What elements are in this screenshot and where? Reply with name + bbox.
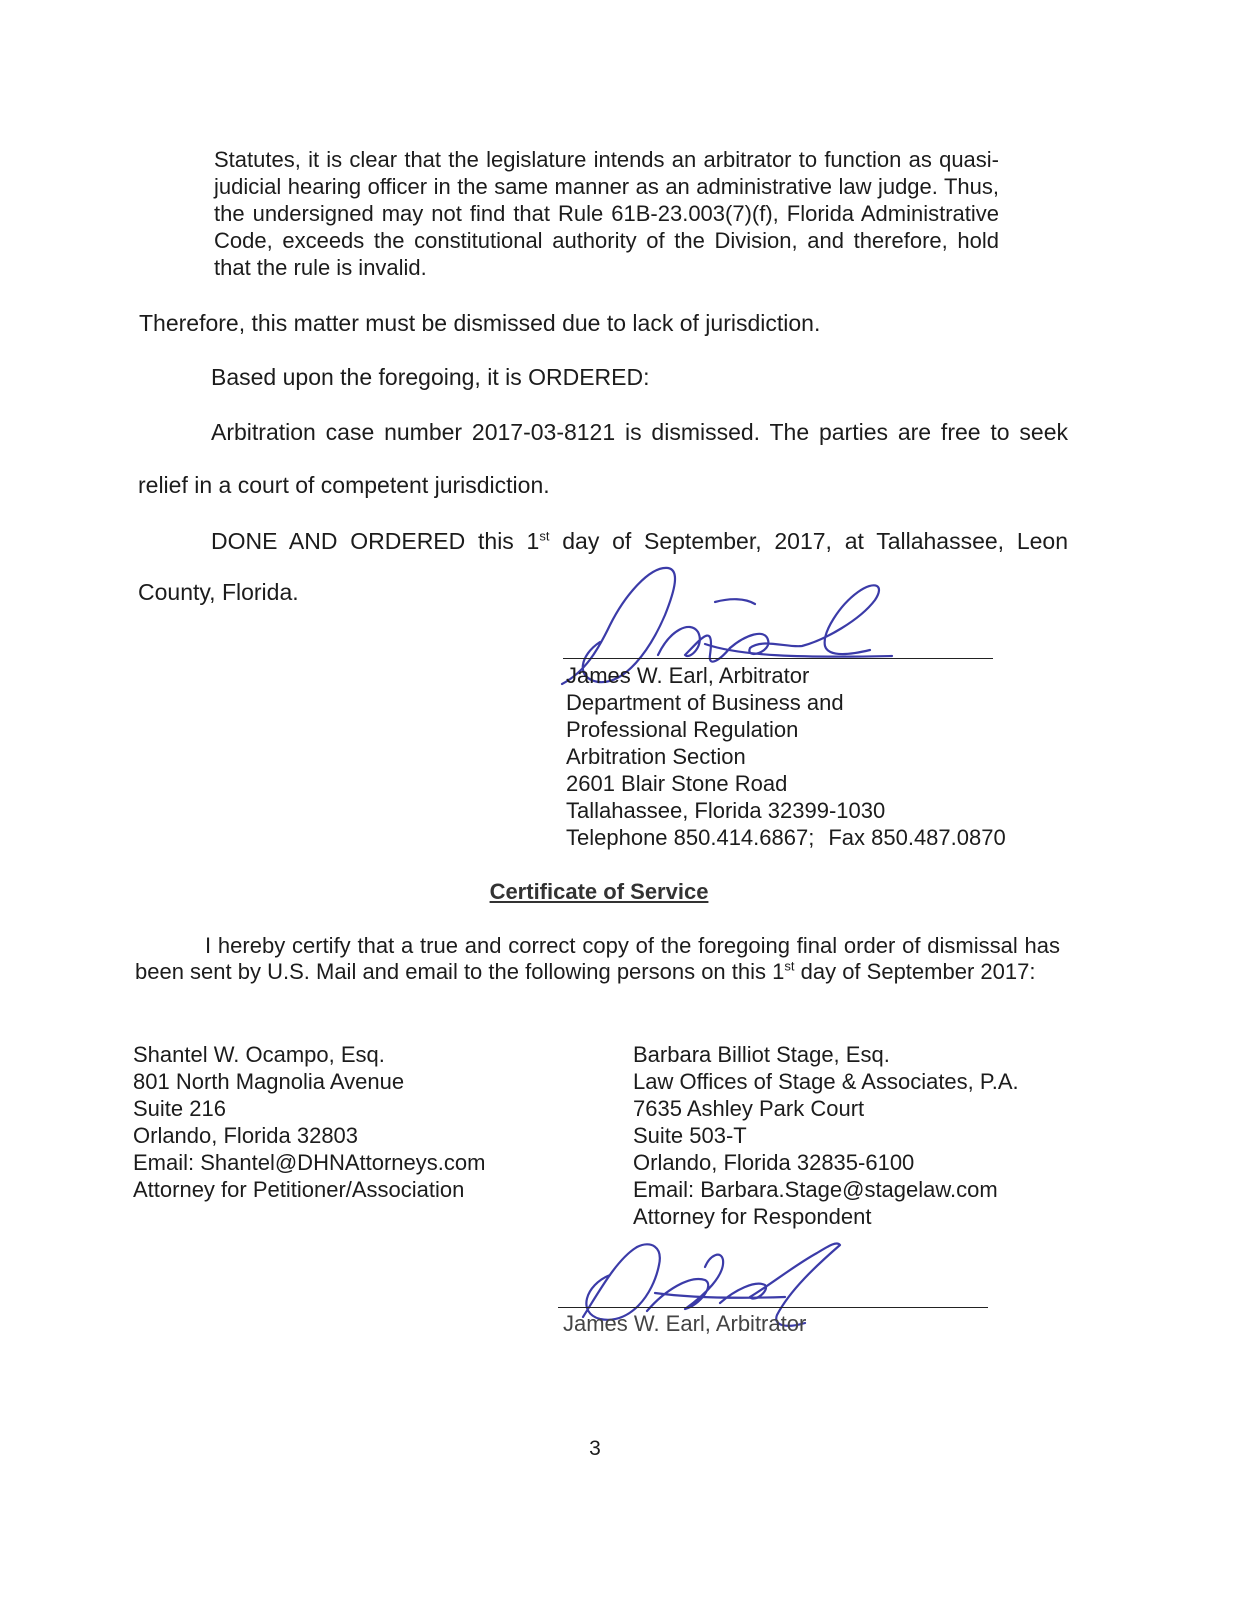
petitioner-role: Attorney for Petitioner/Association bbox=[133, 1177, 465, 1202]
signature-line-street: 2601 Blair Stone Road bbox=[566, 771, 788, 796]
certificate-title: Certificate of Service bbox=[489, 879, 709, 904]
fax-number: Fax 850.487.0870 bbox=[828, 825, 1006, 850]
order-line-2: relief in a court of competent jurisdiction. bbox=[138, 472, 550, 498]
signature-line-section: Arbitration Section bbox=[566, 744, 746, 769]
petitioner-email: Email: Shantel@DHNAttorneys.com bbox=[133, 1150, 486, 1175]
certificate-superscript: st bbox=[784, 958, 795, 974]
certificate-body-prefix: I hereby certify that a true and correct copy of the foregoing final order of dismissal has been sent by U.S. Mail and email to the following persons on this 1 bbox=[135, 933, 1060, 984]
respondent-attorney-name: Barbara Billiot Stage, Esq. bbox=[633, 1042, 890, 1067]
done-prefix: DONE AND ORDERED this 1 bbox=[211, 528, 540, 554]
respondent-suite: Suite 503-T bbox=[633, 1123, 747, 1148]
order-line-1: Arbitration case number 2017-03-8121 is dismissed. The parties are free to seek bbox=[211, 419, 1068, 445]
signature-contact-line bbox=[566, 824, 1006, 851]
signature-line-department: Department of Business and bbox=[566, 690, 844, 715]
petitioner-attorney-name: Shantel W. Ocampo, Esq. bbox=[133, 1042, 385, 1067]
arbitrator-name: James W. Earl, Arbitrator bbox=[566, 663, 810, 688]
signature-line-city: Tallahassee, Florida 32399-1030 bbox=[566, 798, 886, 823]
quote-paragraph: Statutes, it is clear that the legislature intends an arbitrator to function as quasi-judicial hearing officer in the same manner as an administrative law judge. Thus, the undersigned may not find that Rule 61B-23.003(7)(f), Florida Administrative Code, exceeds the constitutional authority of the Division, and therefore, hold that the rule is invalid. bbox=[214, 147, 999, 280]
petitioner-suite: Suite 216 bbox=[133, 1096, 226, 1121]
respondent-role: Attorney for Respondent bbox=[633, 1204, 872, 1229]
done-suffix: day of September, 2017, at Tallahassee, Leon bbox=[549, 528, 1068, 554]
recipient-petitioner bbox=[133, 1041, 485, 1203]
bottom-signature-name: James W. Earl, Arbitrator bbox=[563, 1311, 807, 1336]
county-line: County, Florida. bbox=[138, 579, 299, 605]
signature-block bbox=[566, 662, 1006, 851]
respondent-street: 7635 Ashley Park Court bbox=[633, 1096, 865, 1121]
signature-line-regulation: Professional Regulation bbox=[566, 717, 799, 742]
respondent-city: Orlando, Florida 32835-6100 bbox=[633, 1150, 915, 1175]
certificate-body-suffix: day of September 2017: bbox=[794, 959, 1036, 984]
certificate-body bbox=[135, 933, 1060, 985]
done-superscript: st bbox=[539, 528, 550, 544]
petitioner-city: Orlando, Florida 32803 bbox=[133, 1123, 359, 1148]
signature-line-1 bbox=[563, 658, 993, 659]
recipient-respondent bbox=[633, 1041, 1019, 1230]
respondent-email: Email: Barbara.Stage@stagelaw.com bbox=[633, 1177, 998, 1202]
ordered-intro: Based upon the foregoing, it is ORDERED: bbox=[211, 364, 650, 390]
page-number: 3 bbox=[589, 1437, 601, 1460]
respondent-firm: Law Offices of Stage & Associates, P.A. bbox=[633, 1069, 1019, 1094]
done-and-ordered-line bbox=[211, 527, 1068, 555]
telephone-number: Telephone 850.414.6867; bbox=[566, 825, 815, 850]
signature-line-2 bbox=[558, 1307, 988, 1308]
petitioner-street: 801 North Magnolia Avenue bbox=[133, 1069, 405, 1094]
dismissal-statement: Therefore, this matter must be dismissed due to lack of jurisdiction. bbox=[139, 310, 821, 336]
